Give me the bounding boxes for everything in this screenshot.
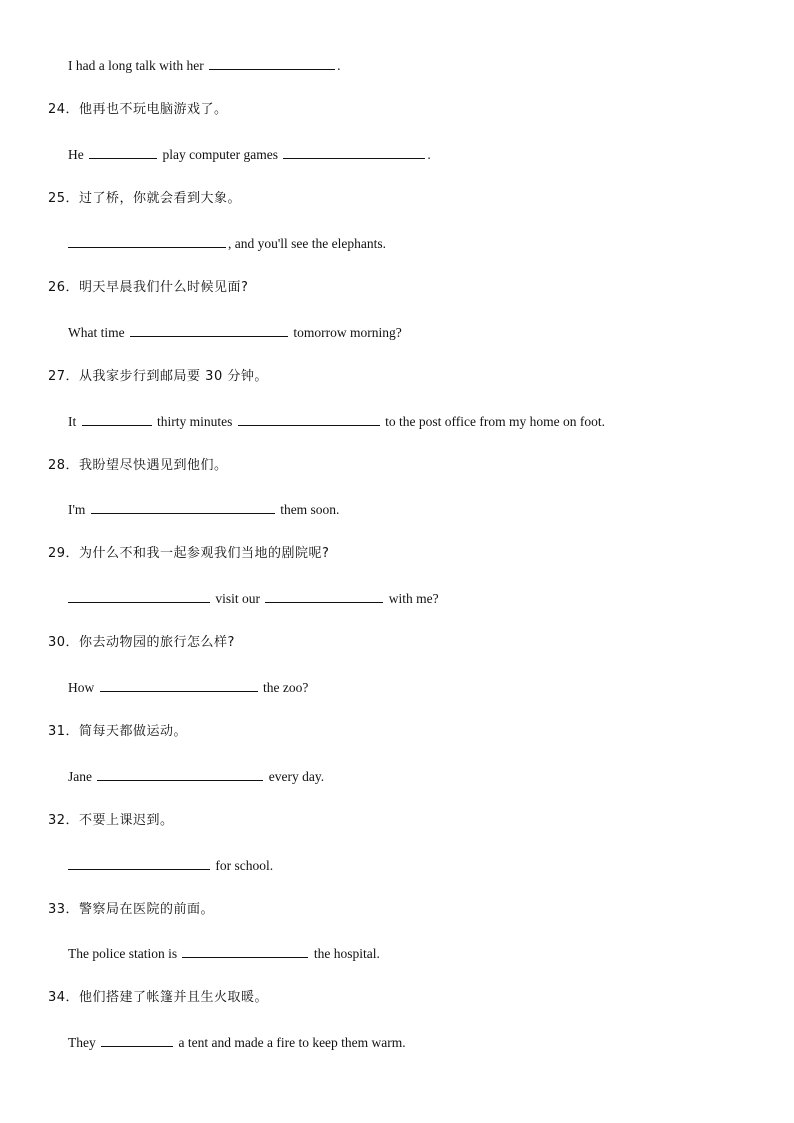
question-28: 28．我盼望尽快遇见到他们。 — [48, 458, 228, 473]
answer-text: . — [427, 147, 431, 162]
answer-blank[interactable] — [68, 856, 210, 870]
answer-blank[interactable] — [97, 767, 263, 781]
answer-text: the hospital. — [313, 946, 380, 961]
answer-text: the zoo? — [263, 680, 309, 695]
answer-blank[interactable] — [182, 944, 308, 958]
answer-blank[interactable] — [100, 678, 258, 692]
answer-text: I had a long talk with her — [68, 58, 204, 73]
question-32: 32．不要上课迟到。 — [48, 813, 174, 828]
question-34: 34．他们搭建了帐篷并且生火取暖。 — [48, 990, 269, 1005]
question-31: 31．简每天都做运动。 — [48, 724, 188, 739]
answer-line-26 — [68, 323, 402, 342]
answer-line-32 — [68, 856, 273, 875]
answer-blank[interactable] — [101, 1033, 173, 1047]
answer-text: tomorrow morning? — [293, 325, 402, 340]
answer-text: them soon. — [280, 502, 340, 517]
answer-line-29 — [68, 589, 439, 608]
answer-blank[interactable] — [89, 145, 157, 159]
question-26: 26．明天早晨我们什么时候见面? — [48, 280, 249, 295]
answer-line-34 — [68, 1033, 406, 1052]
answer-line-30 — [68, 678, 308, 697]
answer-line-31 — [68, 767, 324, 786]
answer-line-33 — [68, 944, 380, 963]
answer-blank[interactable] — [265, 589, 383, 603]
answer-text: play computer games — [162, 147, 278, 162]
question-33: 33．警察局在医院的前面。 — [48, 902, 215, 917]
question-30: 30．你去动物园的旅行怎么样? — [48, 635, 235, 650]
answer-blank[interactable] — [130, 323, 288, 337]
answer-text: , and you'll see the elephants. — [228, 236, 387, 251]
answer-line-25 — [68, 234, 386, 253]
answer-blank[interactable] — [283, 145, 425, 159]
answer-text: for school. — [215, 858, 274, 873]
answer-text: The police station is — [68, 946, 178, 961]
answer-blank[interactable] — [68, 589, 210, 603]
answer-text: How — [68, 680, 95, 695]
answer-text: He — [68, 147, 84, 162]
answer-text: What time — [68, 325, 125, 340]
answer-text: every day. — [268, 769, 325, 784]
answer-blank[interactable] — [82, 412, 152, 426]
answer-text: Jane — [68, 769, 92, 784]
question-27: 27．从我家步行到邮局要 30 分钟。 — [48, 369, 268, 384]
answer-blank[interactable] — [209, 56, 335, 70]
answer-text: . — [337, 58, 341, 73]
answer-line-28 — [68, 500, 339, 519]
question-25: 25．过了桥，你就会看到大象。 — [48, 191, 242, 206]
answer-blank[interactable] — [68, 234, 226, 248]
answer-text: with me? — [388, 591, 439, 606]
answer-text: thirty minutes — [157, 414, 233, 429]
question-29: 29．为什么不和我一起参观我们当地的剧院呢? — [48, 546, 330, 561]
answer-line-24 — [68, 145, 431, 164]
question-24: 24．他再也不玩电脑游戏了。 — [48, 102, 228, 117]
answer-text: visit our — [215, 591, 261, 606]
answer-blank[interactable] — [91, 500, 275, 514]
answer-text: They — [68, 1035, 96, 1050]
answer-line-27 — [68, 412, 605, 431]
answer-text: I'm — [68, 502, 86, 517]
answer-line-23 — [68, 56, 340, 75]
answer-text: It — [68, 414, 77, 429]
answer-text: a tent and made a fire to keep them warm. — [178, 1035, 406, 1050]
answer-text: to the post office from my home on foot. — [385, 414, 605, 429]
answer-blank[interactable] — [238, 412, 380, 426]
